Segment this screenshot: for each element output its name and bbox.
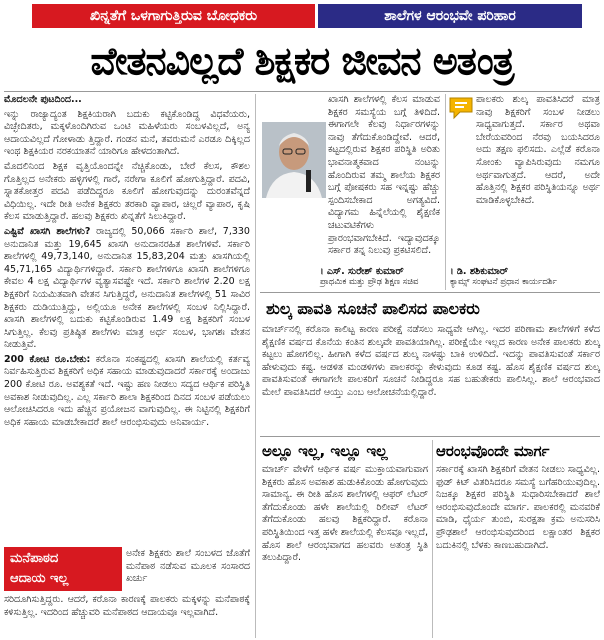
- box-story-head: [4, 547, 122, 591]
- minister-photo: [262, 122, 326, 198]
- speech-bubble-icon: [448, 96, 474, 120]
- box-head-line-2: ಆದಾಯ ಇಲ್ಲ: [10, 571, 69, 586]
- kicker-right: ಶಾಲೆಗಳ ಆರಂಭವೇ ಪರಿಹಾರ: [318, 4, 582, 28]
- main-paragraph-1: ಇನ್ನು ರಾಜ್ಯಾದ್ಯಂತ ಶಿಕ್ಷಕಿಯರಾಗಿ ಬದುಕು ಕಟ್ಟಿಕೊಂಡಿದ್ದ ವಿಧವೆಯರು, ವಿಚ್ಛೇದಿತರು, ಮಕ್ಕಳೊಂದಿಗಿರುವ ಒಂಟಿ ಮಹಿಳೆಯರು ಸಂಬಳವಿಲ್ಲದೆ, ಅನ್ಯ ಆದಾಯವಿಲ್ಲದೆ ಗೋಳಾಡು ತ್ತಿದ್ದಾರೆ. ಗಂಡನ ಮನೆ, ತವರುಮನೆ ಎರಡೂ ದಿಕ್ಕಿಲ್ಲದ ಇಂಥ ಶಿಕ್ಷಕಿಯರ ನರಕಯಾತನೆ ಯಾರಿಗೂ ಹೇಳದಂತಾಗಿದೆ.: [4, 108, 250, 158]
- portrait-image: [262, 122, 326, 198]
- headline-rule: [4, 91, 600, 92]
- story-4-head: ಅಲ್ಲೂ ಇಲ್ಲ, ಇಲ್ಲೂ ಇಲ್ಲ: [262, 442, 388, 460]
- main-lead: ಮೊದಲನೇ ಪುಟದಿಂದ...: [4, 94, 82, 105]
- quote-1-signature: [320, 266, 444, 288]
- bottom-rule: [260, 436, 600, 437]
- main-question-2-text: ಕರೊನಾ ಸಂಕಷ್ಟದಲ್ಲಿ ಖಾಸಗಿ ಶಾಲೆಯಲ್ಲಿ ಕರ್ತವ್ಯ ನಿರ್ವಹಿಸುತ್ತಿರುವ ಶಿಕ್ಷಕರಿಗೆ ಅಧಿಕ ಸಹಾಯ ಮಾಡುವುದಾದರೆ ಸರ್ಕಾರಕ್ಕೆ ಅಂದಾಜು 200 ಕೋಟಿ ರೂ. ಅವಶ್ಯಕತೆ ಇದೆ. ಇಷ್ಟು ಹಣ ನೀಡಲು ಸದ್ಯದ ಆರ್ಥಿಕ ಪರಿಸ್ಥಿತಿ ಅವಕಾಶ ನೀಡುವುದಿಲ್ಲ. ಎಲ್ಲ ಸರ್ಕಾರಿ ಶಾಲಾ ಶಿಕ್ಷಕರಿಂದ ದಿನದ ಸಂಬಳ ಪಡೆಯಲು ಆಲೋಚಿಸಿದರೂ ಇದು ಹೆಚ್ಚಿನ ಪ್ರಯೋಜನ ವಾಗುವುದಿಲ್ಲ. ಈ ನಿಟ್ಟಿನಲ್ಲಿ ಶಿಕ್ಷಕರಿಗೆ ಅಧಿಕ ಸಹಾಯ ಮಾಡಬೇಕಾದರೆ ಶಾಲೆ ಆರಂಭಿಸುವುದು ಅನಿವಾರ್ಯ.: [4, 353, 251, 428]
- column-divider-1: [255, 94, 256, 638]
- quote-2-text: ಪಾಲಕರು ಶುಲ್ಕ ಪಾವತಿಸಿದರೆ ಮಾತ್ರ ನಾವು ಶಿಕ್ಷಕರಿಗೆ ಸಂಬಳ ನೀಡಲು ಸಾಧ್ಯವಾಗುತ್ತದೆ. ಸರ್ಕಾರ ಅಥವಾ ಬೇರೆಯವರಿಂದ ನೆರವು ಬಯಸಿದರೂ ಅದು ತಕ್ಷಣ ಫಲಿಸದು. ಎಲ್ಲೆಡೆ ಕರೊನಾ ಸೋಂಕು ವ್ಯಾಪಿಸಿರುವುದು ನಮಗೂ ಅರ್ಥವಾಗುತ್ತದೆ. ಆದರೆ, ಅದೇ ಹೊತ್ತಿನಲ್ಲಿ ಶಿಕ್ಷಕರ ಪರಿಸ್ಥಿತಿಯನ್ನೂ ಅರ್ಥ ಮಾಡಿಕೊಳ್ಳಬೇಕಿದೆ.: [476, 94, 600, 206]
- main-question-2: 200 ಕೋಟಿ ರೂ.ಬೇಕು:: [4, 353, 91, 365]
- fees-story-head: ಶುಲ್ಕ ಪಾವತಿ ಸೂಚನೆ ಪಾಲಿಸದ ಪಾಲಕರು: [266, 299, 480, 318]
- story-5-head: ಆರಂಭವೊಂದೇ ಮಾರ್ಗ: [436, 442, 550, 460]
- box-head-line-1: ಮನೆಪಾಠದ: [10, 551, 59, 566]
- box-story-top: ಅನೇಕ ಶಿಕ್ಷಕರು ಶಾಲೆ ಸಂಬಳದ ಜೊತೆಗೆ ಮನೆಪಾಠ ನಡೆಸುವ ಮೂಲಕ ಸಂಸಾರದ ಖರ್ಚು: [126, 548, 250, 585]
- column-divider-2: [445, 94, 446, 290]
- story-5-text: ಸರ್ಕಾರಕ್ಕೆ ಖಾಸಗಿ ಶಿಕ್ಷಕರಿಗೆ ವೇತನ ನೀಡಲು ಸಾಧ್ಯವಿಲ್ಲ. ಫುಡ್ ಕಿಟ್ ವಿತರಿಸಿದರೂ ಸಮಸ್ಯೆ ಬಗೆಹರಿಯುವುದಿಲ್ಲ. ನಿಜಕ್ಕೂ ಶಿಕ್ಷಕರ ಪರಿಸ್ಥಿತಿ ಸುಧಾರಿಸಬೇಕಾದರೆ ಶಾಲೆ ಆರಂಭಿಸುವುದೊಂದೇ ಮಾರ್ಗ. ಪಾಲಕರಲ್ಲಿ ಮನವರಿಕೆ ಮಾಡಿ, ಧೈರ್ಯ ತುಂಬಿ, ಸುರಕ್ಷತಾ ಕ್ರಮ ಅನುಸರಿಸಿ ಪ್ರೌಢಶಾಲೆ ಆರಂಭಿಸುವುದರಿಂದ ಲಕ್ಷಾಂತರ ಶಿಕ್ಷಕರ ಬದುಕಿನಲ್ಲಿ ಬೆಳಕು ಕಾಣಬಹುದಾಗಿದೆ.: [436, 464, 601, 551]
- fees-rule: [260, 292, 600, 293]
- headline: ವೇತನವಿಲ್ಲದೆ ಶಿಕ್ಷಕರ ಜೀವನ ಅತಂತ್ರ: [90, 39, 514, 83]
- quote-2-role: ಕ್ಯಾಮ್ಸ್ ಸಂಘಟನೆ ಪ್ರಧಾನ ಕಾರ್ಯದರ್ಶಿ: [450, 277, 557, 287]
- story-4-text: ಮಾರ್ಚ್ ವೇಳೆಗೆ ಆರ್ಥಿಕ ವರ್ಷ ಮುಕ್ತಾಯವಾಗುವಾಗ ಶಿಕ್ಷಕರು ಹೊಸ ಅವಕಾಶ ಹುಡುಕಿಕೊಂಡು ಹೋಗುವುದು ಸಾಮಾನ್ಯ. ಈ ರೀತಿ ಹೊಸ ಶಾಲೆಗಳಲ್ಲಿ ಆಫರ್ ಲೆಟರ್ ತೆಗೆದುಕೊಂಡು ಹಳೇ ಶಾಲೆಯಲ್ಲಿ ರಿಲೀವ್ ಲೆಟರ್ ತೆಗೆದುಕೊಂಡು ಹಲವು ಶಿಕ್ಷಕರಿದ್ದಾರೆ. ಕರೊನಾ ಪರಿಸ್ಥಿತಿಯಿಂದ ಇತ್ತ ಹಳೇ ಶಾಲೆಯಲ್ಲಿ ಕೆಲಸವೂ ಇಲ್ಲದೆ, ಹೊಸ ಶಾಲೆ ಆರಂಭವಾಗದ ಹಲವರು ಅತಂತ್ರ ಸ್ಥಿತಿ ತಲುಪಿದ್ದಾರೆ.: [262, 464, 428, 564]
- quote-1-text: ಖಾಸಗಿ ಶಾಲೆಗಳಲ್ಲಿ ಕೆಲಸ ಮಾಡುವ ಶಿಕ್ಷಕರ ಸಮಸ್ಯೆಯ ಬಗ್ಗೆ ತಿಳಿದಿದೆ. ಈಗಾಗಲೇ ಕೆಲವು ನಿರ್ಧಾರಗಳನ್ನು ನಾವು ತೆಗೆದುಕೊಂಡಿದ್ದೇವೆ. ಆದರೆ, ಕಟ್ಟದಲ್ಲಿರುವ ಶಿಕ್ಷಕರ ಪರಿಸ್ಥಿತಿ ಅರಿತು ಭಾವನಾತ್ಮಕವಾದ ನಂಟನ್ನು ಹೊಂದಿರುವ ತಮ್ಮ ಶಾಲೆಯ ಶಿಕ್ಷಕರ ಬಗ್ಗೆ ಪೋಷಕರು ಸಹ ಇನ್ನಷ್ಟು ಹೆಚ್ಚು ಸ್ಪಂದಿಸಬೇಕಾದ ಅಗತ್ಯವಿದೆ. ವಿದ್ಯಾಗಮ ಹಿನ್ನೆಲೆಯಲ್ಲಿ ಶೈಕ್ಷಣಿಕ ಚಟುವಟಿಕೆಗಳು ಪ್ರಾರಂಭವಾಗಬೇಕಿದೆ. ಇದ್ಯಾವುದಕ್ಕೂ ಸರ್ಕಾರ ತನ್ನ ನಿಲುವು ಪ್ರಕಟಿಸಲಿದೆ.: [328, 94, 440, 257]
- main-paragraph-2: ಮೊದಲಿನಿಂದ ಶಿಕ್ಷಕ ವೃತ್ತಿಯೊಂದನ್ನೇ ನೆಚ್ಚಿಕೊಂಡು, ಬೇರೆ ಕೆಲಸ, ಕೌಶಲ ಗೊತ್ತಿಲ್ಲದ ಅನೇಕರು ಹಳ್ಳಿಗಳಲ್ಲಿ ಗಾರೆ, ನರೇಗಾ ಕೂಲಿಗೆ ಹೋಗುತ್ತಿದ್ದಾರೆ. ಪದವಿ, ಸ್ನಾತಕೋತ್ತರ ಪದವಿ ಪಡೆದಿದ್ದರೂ ಕೂಲಿಗೆ ಹೋಗುವುದನ್ನು ದುರಂತವೆನ್ನದೆ ವಿಧಿಯಿಲ್ಲ. ಇದೇ ರೀತಿ ಅನೇಕ ಶಿಕ್ಷಕರು ತರಕಾರಿ ವ್ಯಾಪಾರ, ಚಿಲ್ಲರೆ ವ್ಯಾಪಾರ, ಕೃಷಿ ಕೆಲಸ ಮಾಡುತ್ತಿದ್ದಾರೆ. ಹಲವು ಶಿಕ್ಷಕರು ಖಿನ್ನತೆಗೆ ಸಿಲುಕಿದ್ದಾರೆ.: [4, 160, 250, 223]
- fees-story-text: ಮಾರ್ಚ್‌ನಲ್ಲಿ ಕರೊನಾ ಕಾಲಿಟ್ಟ ಕಾರಣ ಪರೀಕ್ಷೆ ನಡೆಸಲು ಸಾಧ್ಯವೇ ಆಗಿಲ್ಲ. ಇದರ ಪರಿಣಾಮ ಶಾಲೆಗಳಿಗೆ ಕಳೆದ ಶೈಕ್ಷಣಿಕ ವರ್ಷದ ಕೊನೆಯ ಕಂತಿನ ಶುಲ್ಕವೇ ಪಾವತಿಯಾಗಿಲ್ಲ. ಪರೀಕ್ಷೆಯೇ ಇಲ್ಲದ ಕಾರಣ ಅನೇಕ ಪಾಲಕರು ಶುಲ್ಕ ಕಟ್ಟಲು ಹೋಗಲಿಲ್ಲ. ಹೀಗಾಗಿ ಕಳೆದ ವರ್ಷದ ಶುಲ್ಕ ನಾಳಷ್ಟು ಬಾಕಿ ಉಳಿದಿದೆ. ಇದನ್ನು ಪಾವತಿಸುವಂತೆ ಸರ್ಕಾರ ಹೇಳುವುದು ಕಷ್ಟ. ಆಡಳಿತ ಮಂಡಳಿಗಳು ಪಾಲಕರನ್ನು ಕೇಳುವುದು ಕೂಡ ಕಷ್ಟ. ಹೊಸ ಶೈಕ್ಷಣಿಕ ವರ್ಷದ ಶುಲ್ಕ ಪಾವತಿಸುವಂತೆ ಈಗಾಗಲೇ ಪಾಲಕರಿಗೆ ಸೂಚನೆ ನೀಡಿದ್ದರೂ ಸಹ ಬಹುತೇಕರು ಪಾಲಿಸಿಲ್ಲ. ಶಾಲೆ ಆರಂಭವಾದ ಮೇಲೆ ಪಾವತಿಸಿದರೆ ಆಯ್ತು ಎಂಬ ಆಲೋಚನೆಯಲ್ಲಿದ್ದಾರೆ.: [262, 324, 600, 398]
- kicker-row: [0, 0, 604, 30]
- quote-1-role: ಪ್ರಾಥಮಿಕ ಮತ್ತು ಪ್ರೌಢ ಶಿಕ್ಷಣ ಸಚಿವ: [320, 277, 419, 287]
- quote-1-top: [328, 94, 440, 257]
- column-divider-3: [432, 440, 433, 638]
- quote-1-name: । ಎಸ್. ಸುರೇಶ್ ಕುಮಾರ್: [320, 266, 404, 277]
- main-question-1-text: ರಾಜ್ಯದಲ್ಲಿ 50,066 ಸರ್ಕಾರಿ ಶಾಲೆ, 7,330 ಅನುದಾನಿತ ಮತ್ತು 19,645 ಖಾಸಗಿ ಅನುದಾನರಹಿತ ಶಾಲೆಗಳಿವೆ. ಸರ್ಕಾರಿ ಶಾಲೆಗಳಲ್ಲಿ 49,73,140, ಅನುದಾನಿತ 15,83,204 ಮತ್ತು ಖಾಸಗಿಯಲ್ಲಿ 45,71,165 ವಿದ್ಯಾರ್ಥಿಗಳಿದ್ದಾರೆ. ಸರ್ಕಾರಿ ಶಾಲೆಗಳಿಗೂ ಖಾಸಗಿ ಶಾಲೆಗಳಿಗೂ ಕೇವಲ 4 ಲಕ್ಷ ವಿದ್ಯಾರ್ಥಿಗಳ ವ್ಯತ್ಯಾಸವಷ್ಟೇ ಇದೆ. ಸರ್ಕಾರಿ ಶಾಲೆಗಳ 2.20 ಲಕ್ಷ ಶಿಕ್ಷಕರಿಗೆ ನಿಯಮಿತವಾಗಿ ವೇತನ ಸಿಗುತ್ತಿದ್ದರೆ, ಅನುದಾನಿತ ಶಾಲೆಗಳಲ್ಲಿ 51 ಸಾವಿರ ಶಿಕ್ಷಕರು ದುಡಿಯುತ್ತಿದ್ದು, ಅಲ್ಲಿಯೂ ಅನೇಕ ಶಾಲೆಗಳಲ್ಲಿ ಸಂಬಳ ನಿಲ್ಲಿಸಿದ್ದಾರೆ. ಖಾಸಗಿ ಶಾಲೆಗಳಲ್ಲಿ ಬದುಕು ಕಟ್ಟಿಕೊಂಡಿರುವ 1.49 ಲಕ್ಷ ಶಿಕ್ಷಕರಿಗೆ ಸಂಬಳ ಸಿಗುತ್ತಿಲ್ಲ. ಕೆಲವು ಪ್ರತಿಷ್ಠಿತ ಶಾಲೆಗಳು ಮಾತ್ರ ಅರ್ಧ ಸಂಬಳ, ಭಾಗಶಃ ವೇತನ ನೀಡುತ್ತಿವೆ.: [4, 225, 250, 351]
- quote-2-name: । ಡಿ. ಶಶಿಕುಮಾರ್: [450, 266, 509, 277]
- main-question-1: ಎಷ್ಟಿವೆ ಖಾಸಗಿ ಶಾಲೆಗಳು?: [4, 225, 91, 237]
- main-story: [4, 94, 250, 542]
- box-story-bottom: ಸರಿದೂಗಿಸುತ್ತಿದ್ದರು. ಆದರೆ, ಕರೊನಾ ಕಾರಣಕ್ಕೆ ಪಾಲಕರು ಮಕ್ಕಳನ್ನು ಮನೆಪಾಠಕ್ಕೆ ಕಳಿಸುತ್ತಿಲ್ಲ. ಇದರಿಂದ ಹೆಚ್ಚುವರಿ ಮನೆಪಾಠದ ಆದಾಯವೂ ಇಲ್ಲವಾಗಿದೆ.: [4, 594, 250, 618]
- kicker-left: ಖಿನ್ನತೆಗೆ ಒಳಗಾಗುತ್ತಿರುವ ಬೋಧಕರು: [32, 4, 315, 28]
- quote-2-signature: [450, 266, 602, 288]
